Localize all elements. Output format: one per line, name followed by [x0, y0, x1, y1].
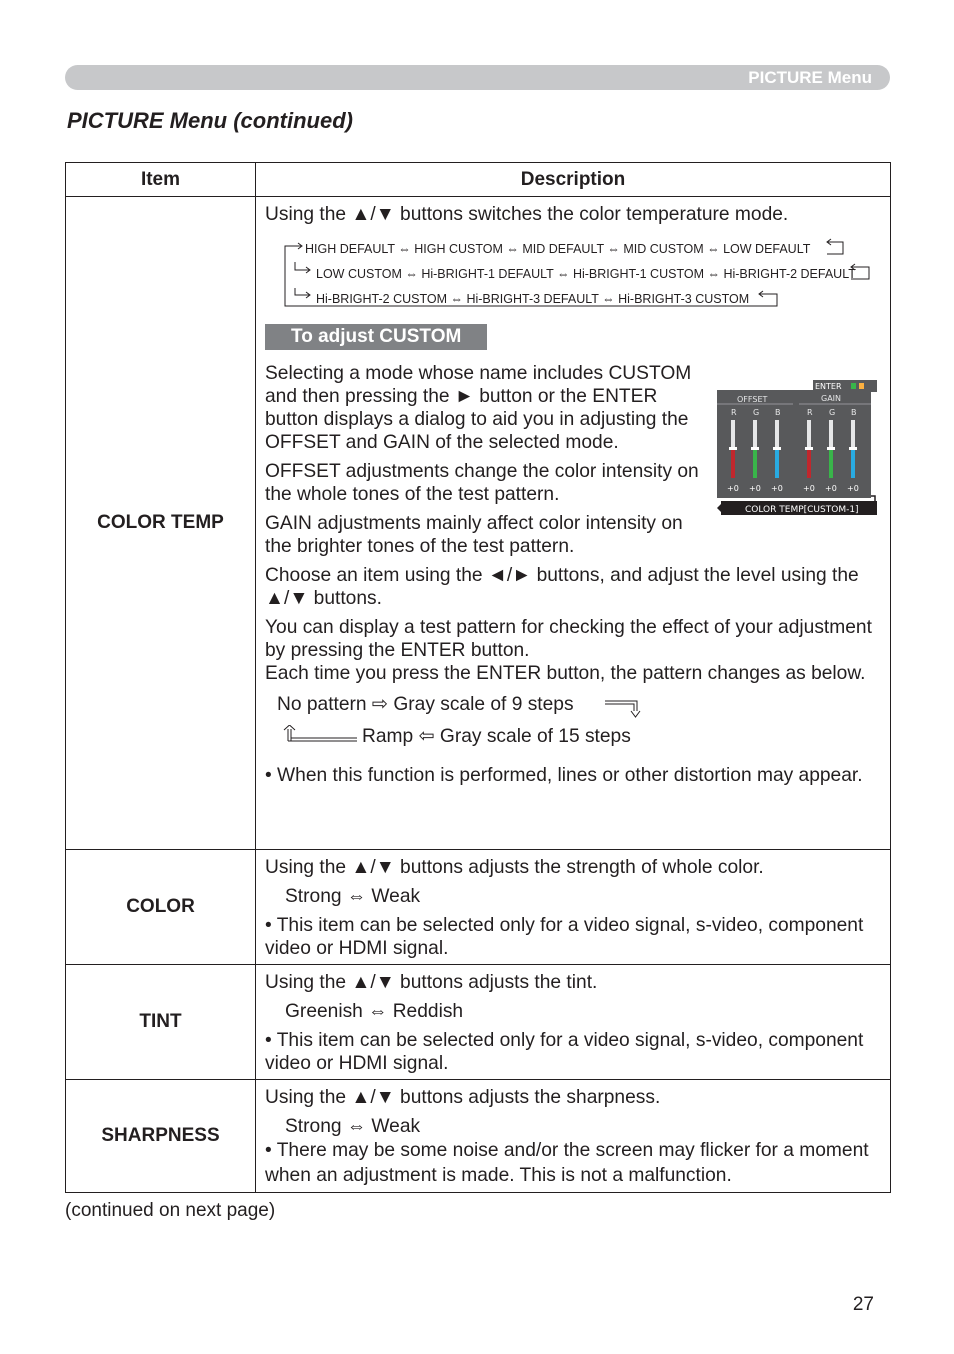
item-sharpness: SHARPNESS	[66, 1080, 256, 1193]
osd-channel-label: B	[775, 408, 781, 417]
osd-slider-knob	[751, 447, 759, 450]
osd-slider-value: +0	[727, 484, 739, 493]
custom-p5b: Each time you press the ENTER button, the pattern changes as below.	[265, 663, 866, 684]
table-row-color-temp	[66, 197, 891, 850]
osd-slider-fill	[775, 449, 779, 478]
table-row-tint	[66, 965, 891, 1080]
osd-slider-fill	[851, 449, 855, 478]
osd-channel-label: G	[753, 408, 760, 417]
continued-note: (continued on next page)	[65, 1200, 276, 1221]
color-temp-note: • When this function is performed, lines or other distortion may appear.	[265, 765, 863, 786]
osd-slider-value: +0	[749, 484, 761, 493]
pattern-return-arrow	[281, 725, 361, 745]
tint-intro: Using the ▲/▼ buttons adjusts the tint.	[265, 972, 598, 993]
sharpness-note: • There may be some noise and/or the screen may flicker for a moment when an adjustment is made. This is not a malfunction.	[265, 1140, 869, 1186]
to-adjust-custom-badge: To adjust CUSTOM	[265, 324, 487, 350]
tint-range: Greenish ⇔ Reddish	[285, 1001, 464, 1022]
osd-dialog-graphic	[717, 380, 877, 518]
description-color-temp	[256, 197, 891, 850]
osd-title: COLOR TEMP[CUSTOM-1]	[745, 505, 859, 515]
item-color-temp: COLOR TEMP	[66, 197, 256, 850]
column-header-description: Description	[256, 163, 891, 197]
osd-channel-label: B	[851, 408, 857, 417]
pattern-down-arrow	[605, 699, 645, 721]
osd-slider-knob	[729, 447, 737, 450]
page-number: 27	[852, 1294, 874, 1315]
osd-slider-value: +0	[847, 484, 859, 493]
cycle-line-3: Hi-BRIGHT-2 CUSTOM ⇔ Hi-BRIGHT-3 DEFAULT ⇔ Hi-BRIGHT-3 CUSTOM	[316, 292, 750, 306]
osd-slider-knob	[773, 447, 781, 450]
section-label: PICTURE Menu	[748, 68, 872, 87]
osd-slider-knob	[827, 447, 835, 450]
custom-p1: Selecting a mode whose name includes CUSTOM and then pressing the ► button or the ENTER button displays a dialog to aid you in adjusting the OFFSET and GAIN of the selected mode.	[265, 363, 692, 453]
osd-slider-fill	[807, 449, 811, 478]
color-intro: Using the ▲/▼ buttons adjusts the strength of whole color.	[265, 857, 764, 878]
cycle-line-1: HIGH DEFAULT ⇔ HIGH CUSTOM ⇔ MID DEFAULT ⇔ MID CUSTOM ⇔ LOW DEFAULT	[305, 242, 811, 256]
osd-slider-knob	[849, 447, 857, 450]
pattern-top: No pattern ⇨ Gray scale of 9 steps	[277, 694, 574, 715]
custom-p3: GAIN adjustments mainly affect color intensity on the brighter tones of the test pattern.	[265, 513, 683, 557]
osd-slider-fill	[731, 449, 735, 478]
color-temp-intro: Using the ▲/▼ buttons switches the color temperature mode.	[265, 204, 789, 225]
osd-offset-label: OFFSET	[737, 395, 768, 404]
table-row-color	[66, 850, 891, 965]
section-header-bar	[65, 65, 890, 90]
tint-note: • This item can be selected only for a video signal, s-video, component video or HDMI signal.	[265, 1030, 864, 1074]
osd-slider-value: +0	[771, 484, 783, 493]
page-title: PICTURE Menu (continued)	[67, 108, 353, 133]
color-range: Strong ⇔ Weak	[285, 886, 421, 907]
custom-p2: OFFSET adjustments change the color intensity on the whole tones of the test pattern.	[265, 461, 699, 505]
description-tint	[256, 965, 891, 1080]
osd-slider-value: +0	[803, 484, 815, 493]
custom-p4: Choose an item using the ◄/► buttons, and adjust the level using the ▲/▼ buttons.	[265, 565, 859, 609]
osd-enter-label: ENTER	[815, 382, 842, 391]
custom-p5a: You can display a test pattern for checking the effect of your adjustment by pressing the ENTER button.	[265, 617, 872, 661]
color-temp-cycle-diagram	[281, 232, 881, 316]
osd-channel-label: G	[829, 408, 836, 417]
sharpness-intro: Using the ▲/▼ buttons adjusts the sharpness.	[265, 1087, 661, 1108]
description-color	[256, 850, 891, 965]
cycle-line-2: LOW CUSTOM ⇔ Hi-BRIGHT-1 DEFAULT ⇔ Hi-BRIGHT-1 CUSTOM ⇔ Hi-BRIGHT-2 DEFAULT	[316, 267, 856, 281]
table-row-sharpness	[66, 1080, 891, 1193]
custom-adjust-block	[265, 362, 881, 558]
osd-slider-knob	[805, 447, 813, 450]
item-tint: TINT	[66, 965, 256, 1080]
test-pattern-cycle-return	[281, 725, 881, 755]
osd-slider-value: +0	[825, 484, 837, 493]
test-pattern-cycle	[277, 693, 881, 723]
osd-channel-label: R	[731, 408, 737, 417]
color-note: • This item can be selected only for a video signal, s-video, component video or HDMI signal.	[265, 915, 864, 959]
osd-gain-label: GAIN	[821, 394, 842, 403]
pattern-bottom: Ramp ⇦ Gray scale of 15 steps	[362, 726, 631, 747]
item-color: COLOR	[66, 850, 256, 965]
picture-menu-table	[65, 162, 891, 1193]
sharpness-range: Strong ⇔ Weak	[285, 1116, 421, 1137]
column-header-item: Item	[66, 163, 256, 197]
table-header-row	[66, 163, 891, 197]
color-temp-osd-dialog	[717, 380, 877, 518]
osd-slider-fill	[753, 449, 757, 478]
osd-slider-fill	[829, 449, 833, 478]
osd-channel-label: R	[807, 408, 813, 417]
description-sharpness	[256, 1080, 891, 1193]
